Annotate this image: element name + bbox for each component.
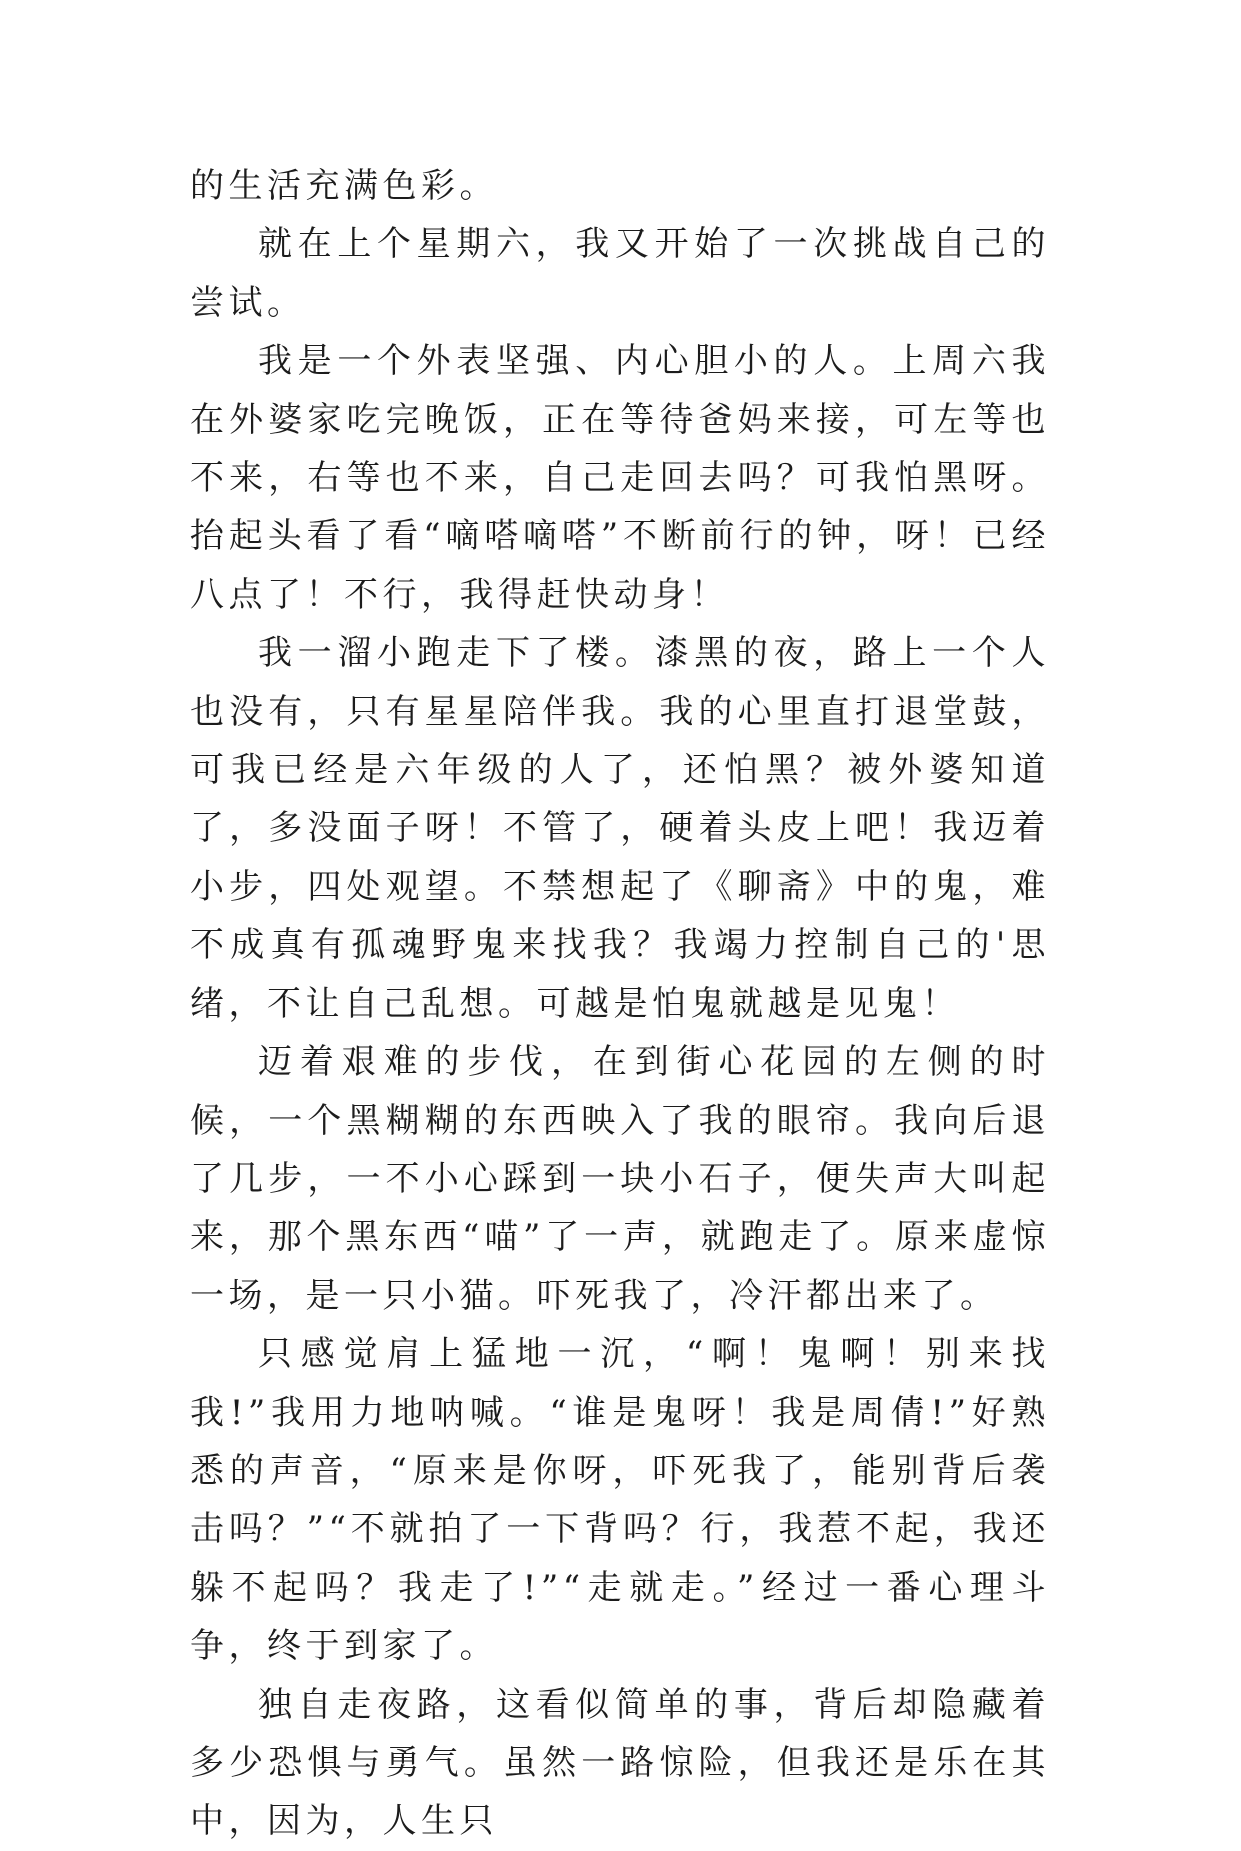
paragraph-5: 迈着艰难的步伐，在到街心花园的左侧的时候，一个黑糊糊的东西映入了我的眼帘。我向后退了几步，一不小心踩到一块小石子，便失声大叫起来，那个黑东西“喵”了一声，就跑走了。原来虚惊一场，是一只小猫。吓死我了，冷汗都出来了。: [190, 1042, 1050, 1316]
paragraph-1: 的生活充满色彩。: [190, 166, 498, 206]
paragraph-6: 只感觉肩上猛地一沉，“啊！鬼啊！别来找我!”我用力地呐喊。“谁是鬼呀！我是周倩!”好熟悉的声音，“原来是你呀，吓死我了，能别背后袭击吗？”“不就拍了一下背吗？行，我惹不起，我还躲不起吗？我走了!”“走就走。”经过一番心理斗争，终于到家了。: [190, 1334, 1050, 1667]
paragraph-7: 独自走夜路，这看似简单的事，背后却隐藏着多少恐惧与勇气。虽然一路惊险，但我还是乐在其中，因为，人生只: [190, 1684, 1050, 1842]
paragraph-3: 我是一个外表坚强、内心胆小的人。上周六我在外婆家吃完晚饭，正在等待爸妈来接，可左等也不来，右等也不来，自己走回去吗？可我怕黑呀。抬起头看了看“嘀嗒嘀嗒”不断前行的钟，呀！已经八点了！不行，我得赶快动身！: [190, 341, 1050, 615]
paragraph-4: 我一溜小跑走下了楼。漆黑的夜，路上一个人也没有，只有星星陪伴我。我的心里直打退堂鼓，可我已经是六年级的人了，还怕黑？被外婆知道了，多没面子呀！不管了，硬着头皮上吧！我迈着小步，四处观望。不禁想起了《聊斋》中的鬼，难不成真有孤魂野鬼来找我？我竭力控制自己的'思绪，不让自己乱想。可越是怕鬼就越是见鬼！: [190, 633, 1050, 1024]
essay-body: [190, 157, 1050, 1851]
paragraph-2: 就在上个星期六，我又开始了一次挑战自己的尝试。: [190, 224, 1050, 323]
